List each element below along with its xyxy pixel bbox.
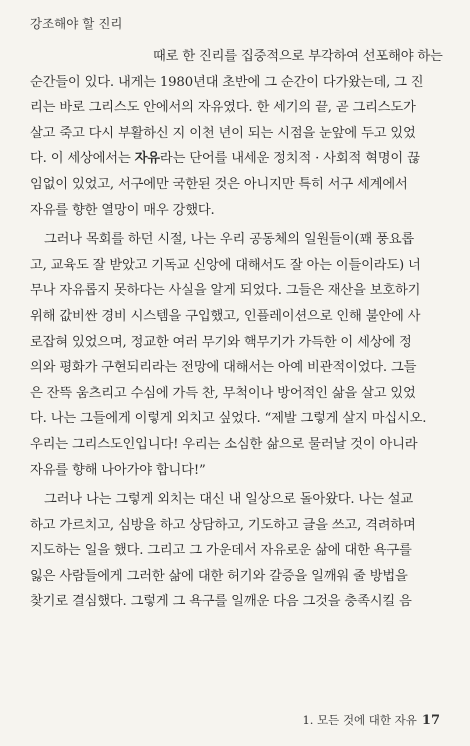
text-line: 잃은 사람들에게 그러한 삶에 대한 허기와 갈증을 일깨워 줄 방법을 (30, 568, 408, 584)
emphasized-word: 자유 (134, 151, 160, 167)
text-line: 다. 이 세상에서는 자유라는 단어를 내세운 정치적 · 사회적 혁명이 끊 (30, 151, 420, 167)
text-line: 의와 평화가 구현되리라는 전망에 대해서는 아예 비관적이었다. 그들 (30, 360, 417, 376)
page-footer (302, 712, 440, 728)
text-line: 지도하는 일을 했다. 그리고 그 가운데서 자유로운 삶에 대한 욕구를 (30, 543, 412, 559)
text-line: 위해 값비싼 경비 시스템을 구입했고, 인플레이션으로 인해 불안에 사 (30, 308, 421, 324)
paragraph-3 (30, 487, 448, 615)
paragraph-1 (30, 44, 448, 223)
text-line: 때로 한 진리를 집중적으로 부각하여 선포해야 하는 (153, 49, 443, 64)
text-line: 우리는 그리스도인입니다! 우리는 소심한 삶으로 물러날 것이 아니라 (30, 436, 418, 452)
text-line: 하고 가르치고, 심방을 하고 상담하고, 기도하고 글을 쓰고, 격려하며 (30, 517, 416, 533)
body-text (30, 44, 448, 615)
page-number: 17 (421, 713, 440, 728)
text-line: 순간들이 있다. 내게는 1980년대 초반에 그 순간이 다가왔는데, 그 진 (30, 74, 424, 90)
text-line: 고, 교육도 잘 받았고 기독교 신앙에 대해서도 잘 아는 이들이라도) 너 (30, 257, 421, 273)
running-header: 강조해야 할 진리 (30, 16, 123, 31)
text-line: 리는 바로 그리스도 안에서의 자유였다. 한 세기의 끝, 곧 그리스도가 (30, 100, 416, 116)
text-line: 무나 자유롭지 못하다는 사실을 알게 되었다. 그들은 재산을 보호하기 (30, 283, 421, 299)
text-line: 다. 나는 그들에게 이렇게 외치고 싶었다. “제발 그렇게 살지 마십시오. (30, 411, 427, 427)
text-line: 은 잔뜩 움츠리고 수심에 가득 찬, 무척이나 방어적인 삶을 살고 있었 (30, 385, 416, 401)
text-line: 살고 죽고 다시 부활하신 지 이천 년이 되는 시점을 눈앞에 두고 있었 (30, 125, 416, 141)
text-line: 자유를 향해 나아가야 합니다!” (30, 462, 206, 478)
text-line: 자유를 향한 열망이 매우 강했다. (30, 202, 215, 218)
chapter-title: 1. 모든 것에 대한 자유 (302, 713, 417, 727)
paragraph-2 (30, 227, 448, 483)
text-line: 로잡혀 있었으며, 정교한 여러 무기와 핵무기가 가득한 이 세상에 정 (30, 334, 412, 350)
text-line: 그러나 나는 그렇게 외치는 대신 내 일상으로 돌아왔다. 나는 설교 (44, 492, 414, 508)
text-line: 그러나 목회를 하던 시절, 나는 우리 공동체의 일원들이(꽤 풍요롭 (44, 232, 414, 248)
text-line: 찾기로 결심했다. 그렇게 그 욕구를 일깨운 다음 그것을 충족시킬 음 (30, 594, 412, 610)
text-line: 임없이 있었고, 서구에만 국한된 것은 아니지만 특히 서구 세계에서 (30, 176, 408, 192)
